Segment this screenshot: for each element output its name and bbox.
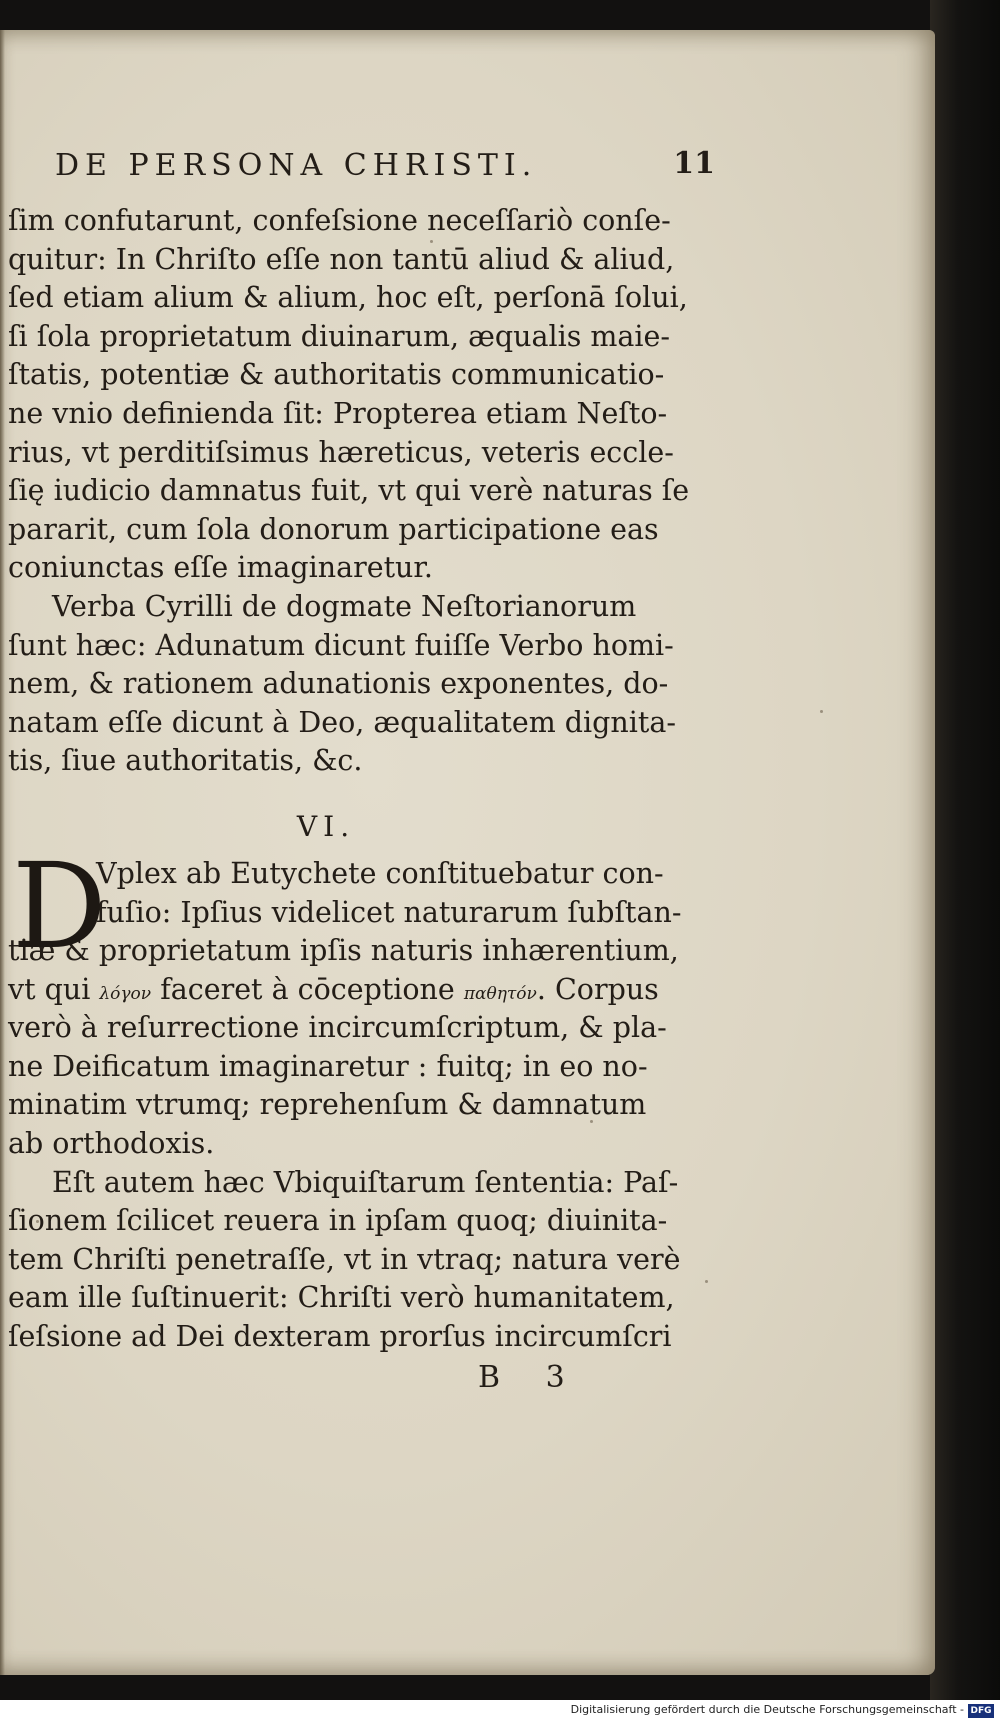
text-line: nem, & rationem adunationis exponentes, do- — [8, 667, 669, 701]
text-line — [8, 971, 684, 1010]
greek-word: λόγον — [99, 983, 152, 1004]
text-line: ſed etiam alium & alium, hoc eſt, perſonā ſolui, — [8, 281, 688, 315]
text-line: natam eſſe dicunt à Deo, æqualitatem dignita- — [8, 705, 676, 739]
text-line: ab orthodoxis. — [8, 1127, 215, 1161]
text-line: ne vnio definienda ſit: Propterea etiam Neſto- — [8, 396, 668, 430]
running-title: DE PERSONA CHRISTI. — [55, 148, 538, 183]
section-body — [8, 836, 684, 1357]
text-line: quitur: In Chriſto eſſe non tantū aliud & aliud, — [8, 242, 675, 276]
text-line: ſtatis, potentiæ & authoritatis communicatio- — [8, 358, 665, 392]
text-line: Vplex ab Eutychete conſtituebatur con- — [96, 856, 664, 890]
text-run: . Corpus — [536, 972, 659, 1006]
section-heading: VI. — [296, 809, 356, 843]
text-run: vt qui — [8, 972, 91, 1006]
text-line: ſunt hæc: Adunatum dicunt fuiſſe Verbo homi- — [8, 628, 674, 662]
drop-cap: D — [12, 836, 107, 975]
paper-speck — [705, 1280, 708, 1283]
text-line: ſionem ſcilicet reuera in ipſam quoq; diuinita- — [8, 1204, 668, 1238]
book-gutter — [930, 0, 1000, 1724]
running-head — [55, 146, 715, 192]
text-line: tis, ſiue authoritatis, &c. — [8, 744, 363, 778]
page-number: 11 — [673, 146, 715, 181]
text-line: ſi ſola proprietatum diuinarum, æqualis maie- — [8, 319, 671, 353]
text-line: ſim confutarunt, confeſsione neceſſariò conſe- — [8, 204, 671, 237]
text-line: Eſt autem hæc Vbiquiſtarum ſententia: Paſ- — [52, 1165, 679, 1199]
greek-word: παθητόν — [463, 983, 537, 1004]
dfg-logo[interactable]: DFG — [968, 1704, 994, 1718]
text-line: tiæ & proprietatum ipſis naturis inhærentium, — [8, 934, 679, 968]
text-block — [8, 202, 690, 1357]
digitization-footer — [0, 1700, 1000, 1724]
text-line: Verba Cyrilli de dogmate Neſtorianorum — [52, 589, 637, 623]
text-line: eam ille ſuſtinuerit: Chriſti verò humanitatem, — [8, 1281, 675, 1315]
paragraph — [8, 588, 684, 781]
text-line: ne Deificatum imaginaretur : fuitq; in eo no- — [8, 1049, 648, 1083]
text-line: rius, vt perditiſsimus hæreticus, veteris eccle- — [8, 435, 674, 469]
text-line: ſeſsione ad Dei dexteram prorſus incircumſcri — [8, 1320, 672, 1354]
text-line: coniunctas eſſe imaginaretur. — [8, 551, 433, 585]
funding-credit: Digitalisierung gefördert durch die Deutsche Forschungsgemeinschaft - — [570, 1703, 964, 1716]
text-line: fuſio: Ipſius videlicet naturarum ſubſtan- — [96, 895, 682, 929]
signature-mark: B 3 — [478, 1360, 583, 1395]
text-line: pararit, cum ſola donorum participatione eas — [8, 512, 659, 546]
paper-speck — [820, 710, 823, 713]
text-line: minatim vtrumq; reprehenſum & damnatum — [8, 1088, 647, 1122]
text-run: faceret à cōceptione — [160, 972, 455, 1006]
paper-page — [0, 30, 935, 1675]
text-line: ſię iudicio damnatus fuit, vt qui verè naturas ſe — [8, 474, 690, 508]
paragraph — [8, 202, 690, 588]
text-line: verò à reſurrectione incircumſcriptum, & pla- — [8, 1011, 667, 1045]
text-line: tem Chriſti penetraſſe, vt in vtraq; natura verè — [8, 1242, 681, 1276]
